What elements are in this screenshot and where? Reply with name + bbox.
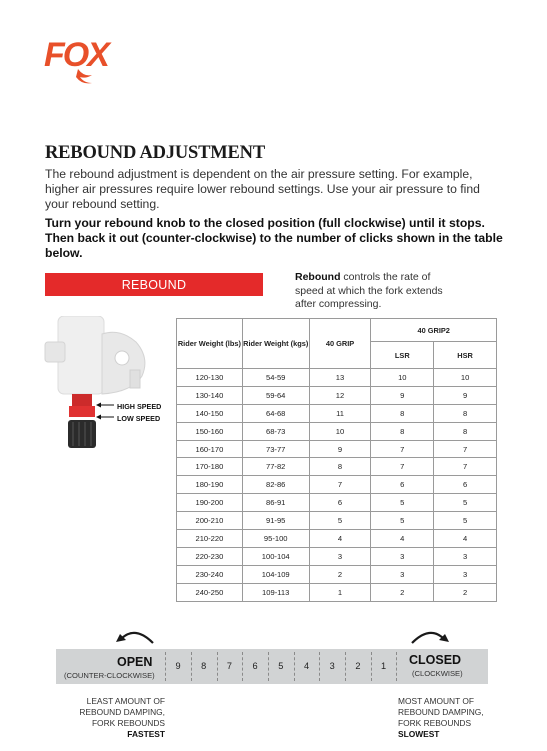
header-lsr: LSR <box>371 342 434 369</box>
cell-40-grip: 3 <box>309 547 371 565</box>
cell-hsr: 7 <box>434 458 497 476</box>
rebound-note-text: controls the rate of speed at which the fork extends after compressing. <box>295 271 443 310</box>
cell-lsr: 3 <box>371 547 434 565</box>
cell-weight-lbs: 160-170 <box>177 440 243 458</box>
low-speed-label: LOW SPEED <box>117 414 161 423</box>
click-divider <box>371 652 372 681</box>
table-row <box>177 547 497 565</box>
cell-40-grip: 1 <box>309 583 371 601</box>
cell-weight-kgs: 68-73 <box>242 422 309 440</box>
most-strong: SLOWEST <box>398 729 440 739</box>
cell-lsr: 10 <box>371 369 434 387</box>
cell-hsr: 5 <box>434 512 497 530</box>
least-line-1: LEAST AMOUNT OF <box>86 696 165 706</box>
cell-weight-lbs: 170-180 <box>177 458 243 476</box>
cell-40-grip: 5 <box>309 512 371 530</box>
click-number: 8 <box>201 661 207 671</box>
cell-weight-lbs: 190-200 <box>177 494 243 512</box>
fox-logo <box>44 36 124 86</box>
closed-label: CLOSED <box>409 653 462 667</box>
cell-40-grip: 6 <box>309 494 371 512</box>
cell-40-grip: 10 <box>309 422 371 440</box>
click-divider <box>396 652 397 681</box>
cell-weight-lbs: 140-150 <box>177 404 243 422</box>
open-label: OPEN <box>117 655 153 669</box>
table-row <box>177 458 497 476</box>
cell-lsr: 9 <box>371 386 434 404</box>
click-number: 9 <box>175 661 181 671</box>
cell-lsr: 7 <box>371 440 434 458</box>
click-number: 4 <box>303 661 310 671</box>
rebound-note-bold: Rebound <box>295 271 341 283</box>
click-number: 5 <box>278 661 284 671</box>
cell-lsr: 7 <box>371 458 434 476</box>
header-40-grip: 40 GRIP <box>309 319 371 369</box>
cell-lsr: 4 <box>371 530 434 548</box>
table-row <box>177 404 497 422</box>
cell-lsr: 5 <box>371 494 434 512</box>
click-divider <box>165 652 166 681</box>
cell-weight-kgs: 77-82 <box>242 458 309 476</box>
cell-weight-kgs: 54-59 <box>242 369 309 387</box>
cell-40-grip: 4 <box>309 530 371 548</box>
intro-paragraph: The rebound adjustment is dependent on the air pressure setting. For example, higher air pressures require lower rebound settings. Use your air pressure to find your rebound setting. <box>45 167 480 211</box>
table-row <box>177 583 497 601</box>
cell-weight-kgs: 95-100 <box>242 530 309 548</box>
page-title: REBOUND ADJUSTMENT <box>45 143 265 163</box>
click-divider <box>242 652 243 681</box>
header-40-grip2: 40 GRIP2 <box>371 319 497 342</box>
table-row <box>177 512 497 530</box>
least-line-3: FORK REBOUNDS <box>91 718 165 728</box>
cell-40-grip: 11 <box>309 404 371 422</box>
click-number: 6 <box>252 661 258 671</box>
cell-lsr: 8 <box>371 404 434 422</box>
cell-lsr: 6 <box>371 476 434 494</box>
table-row <box>177 440 497 458</box>
cell-hsr: 9 <box>434 386 497 404</box>
cell-lsr: 8 <box>371 422 434 440</box>
cell-weight-kgs: 100-104 <box>242 547 309 565</box>
click-number: 1 <box>381 661 387 671</box>
table-row <box>177 530 497 548</box>
rebound-banner <box>45 273 263 296</box>
open-direction: (COUNTER-CLOCKWISE) <box>64 671 155 680</box>
cell-weight-kgs: 109-113 <box>242 583 309 601</box>
cell-weight-kgs: 104-109 <box>242 565 309 583</box>
cell-40-grip: 2 <box>309 565 371 583</box>
header-rider-weight-lbs: Rider Weight (lbs) <box>177 319 243 369</box>
click-divider <box>268 652 269 681</box>
header-hsr: HSR <box>434 342 497 369</box>
table-row <box>177 386 497 404</box>
cell-weight-kgs: 59-64 <box>242 386 309 404</box>
rebound-note <box>295 271 445 312</box>
least-strong: FASTEST <box>127 729 165 739</box>
cell-lsr: 5 <box>371 512 434 530</box>
cell-weight-kgs: 86-91 <box>242 494 309 512</box>
cell-weight-lbs: 120-130 <box>177 369 243 387</box>
cell-40-grip: 7 <box>309 476 371 494</box>
cell-hsr: 7 <box>434 440 497 458</box>
click-number: 3 <box>329 661 335 671</box>
rebound-settings-table <box>176 318 497 602</box>
click-divider <box>319 652 320 681</box>
fork-lower-illustration <box>40 316 170 461</box>
cell-weight-lbs: 230-240 <box>177 565 243 583</box>
table-row <box>177 422 497 440</box>
most-line-2: REBOUND DAMPING, <box>398 707 484 717</box>
cell-weight-lbs: 240-250 <box>177 583 243 601</box>
cell-weight-kgs: 73-77 <box>242 440 309 458</box>
counter-clockwise-arrow-icon <box>113 627 157 647</box>
cell-weight-kgs: 82-86 <box>242 476 309 494</box>
cell-40-grip: 12 <box>309 386 371 404</box>
table-row <box>177 565 497 583</box>
cell-weight-lbs: 180-190 <box>177 476 243 494</box>
cell-hsr: 3 <box>434 547 497 565</box>
click-divider <box>345 652 346 681</box>
most-line-1: MOST AMOUNT OF <box>398 696 474 706</box>
cell-weight-lbs: 220-230 <box>177 547 243 565</box>
cell-40-grip: 13 <box>309 369 371 387</box>
high-speed-label: HIGH SPEED <box>117 402 162 411</box>
cell-hsr: 8 <box>434 422 497 440</box>
click-divider <box>217 652 218 681</box>
cell-hsr: 8 <box>434 404 497 422</box>
cell-lsr: 3 <box>371 565 434 583</box>
table-row <box>177 369 497 387</box>
cell-weight-lbs: 130-140 <box>177 386 243 404</box>
cell-hsr: 5 <box>434 494 497 512</box>
table-row <box>177 476 497 494</box>
click-number: 7 <box>226 661 232 671</box>
least-line-2: REBOUND DAMPING, <box>79 707 165 717</box>
cell-hsr: 6 <box>434 476 497 494</box>
cell-40-grip: 8 <box>309 458 371 476</box>
cell-hsr: 3 <box>434 565 497 583</box>
cell-weight-lbs: 150-160 <box>177 422 243 440</box>
header-rider-weight-kgs: Rider Weight (kgs) <box>242 319 309 369</box>
cell-weight-kgs: 64-68 <box>242 404 309 422</box>
cell-weight-lbs: 200-210 <box>177 512 243 530</box>
cell-weight-lbs: 210-220 <box>177 530 243 548</box>
click-divider <box>294 652 295 681</box>
cell-hsr: 10 <box>434 369 497 387</box>
click-number: 2 <box>355 661 361 671</box>
closed-direction: (CLOCKWISE) <box>412 669 463 678</box>
cell-weight-kgs: 91-95 <box>242 512 309 530</box>
most-damping-caption <box>398 696 508 740</box>
instruction-paragraph: Turn your rebound knob to the closed position (full clockwise) until it stops. Then back it out (counter-clockwise) to the number of clicks shown in the table below. <box>45 216 503 260</box>
most-line-3: FORK REBOUNDS <box>398 718 472 728</box>
table-row <box>177 494 497 512</box>
cell-hsr: 2 <box>434 583 497 601</box>
fox-logo-text: FOX <box>44 36 108 74</box>
clockwise-arrow-icon <box>408 627 452 647</box>
least-damping-caption <box>63 696 165 740</box>
table-body <box>177 369 497 602</box>
click-divider <box>191 652 192 681</box>
rebound-banner-label: REBOUND <box>121 277 187 292</box>
cell-40-grip: 9 <box>309 440 371 458</box>
cell-hsr: 4 <box>434 530 497 548</box>
cell-lsr: 2 <box>371 583 434 601</box>
